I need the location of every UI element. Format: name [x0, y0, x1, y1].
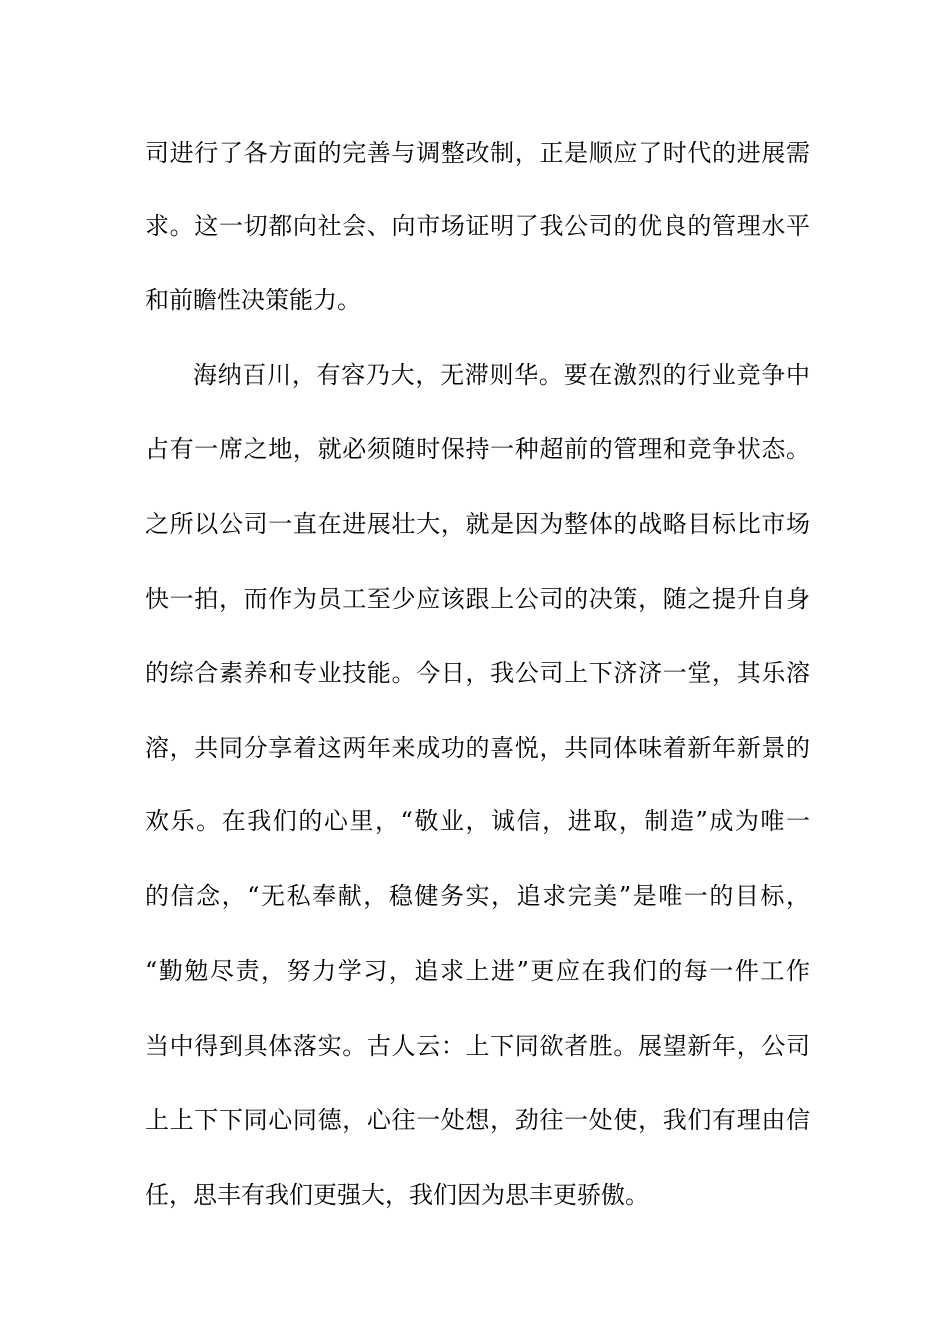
text-line: 快一拍，而作为员工至少应该跟上公司的决策，随之提升自身 — [145, 585, 810, 613]
text-line: 求。这一切都向社会、向市场证明了我公司的优良的管理水平 — [145, 212, 810, 240]
text-line: 的信念，“无私奉献，稳健务实，追求完美”是唯一的目标， — [145, 882, 810, 910]
text-line: 的综合素养和专业技能。今日，我公司上下济济一堂，其乐溶 — [145, 659, 810, 687]
text-line: 之所以公司一直在进展壮大，就是因为整体的战略目标比市场 — [145, 510, 810, 538]
text-line: 欢乐。在我们的心里，“敬业，诚信，进取，制造”成为唯一 — [145, 807, 810, 835]
text-line: 溶，共同分享着这两年来成功的喜悦，共同体味着新年新景的 — [145, 734, 810, 762]
text-line: “勤勉尽责，努力学习，追求上进”更应在我们的每一件工作 — [145, 957, 810, 985]
text-line: 海纳百川，有容乃大，无滞则华。要在激烈的行业竞争中 — [193, 361, 810, 389]
text-line: 当中得到具体落实。古人云：上下同欲者胜。展望新年，公司 — [145, 1032, 810, 1060]
text-line: 占有一席之地，就必须随时保持一种超前的管理和竞争状态。 — [145, 435, 810, 463]
text-line: 司进行了各方面的完善与调整改制，正是顺应了时代的进展需 — [145, 139, 810, 167]
text-line: 和前瞻性决策能力。 — [145, 286, 361, 314]
text-line: 上上下下同心同德，心往一处想，劲往一处使，我们有理由信 — [145, 1106, 810, 1134]
text-line: 任，思丰有我们更强大，我们因为思丰更骄傲。 — [145, 1181, 649, 1209]
